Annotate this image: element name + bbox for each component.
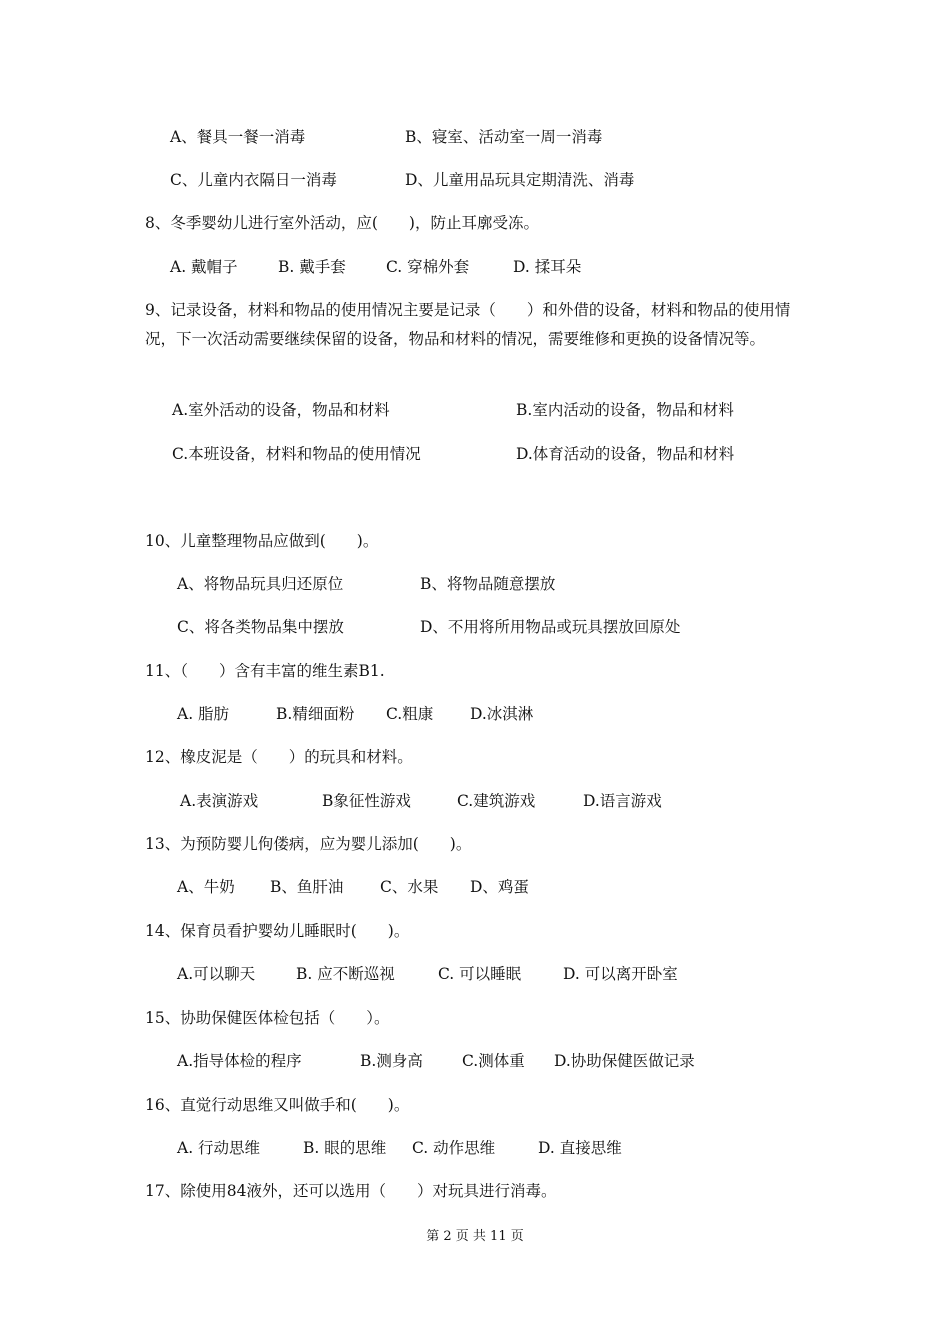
q14-option-d: D. 可以离开卧室 xyxy=(563,965,678,983)
q14-option-b: B. 应不断巡视 xyxy=(296,965,395,983)
q8-option-c: C. 穿棉外套 xyxy=(386,258,470,276)
q8-option-a: A. 戴帽子 xyxy=(170,258,238,276)
q9-question: 9、记录设备，材料和物品的使用情况主要是记录（ ）和外借的设备，材料和物品的使用情况，下一次活动需要继续保留的设备，物品和材料的情况，需要维修和更换的设备情况等。 xyxy=(145,301,791,348)
q10-option-a: A、将物品玩具归还原位 xyxy=(177,575,344,593)
q16-option-c: C. 动作思维 xyxy=(412,1139,496,1157)
q16-option-d: D. 直接思维 xyxy=(538,1139,622,1157)
q11-question: 11、（ ）含有丰富的维生素B1. xyxy=(145,662,385,680)
q16-question: 16、直觉行动思维又叫做手和( )。 xyxy=(145,1096,410,1114)
q8-option-b: B. 戴手套 xyxy=(278,258,346,276)
q9-option-b: B.室内活动的设备，物品和材料 xyxy=(516,401,734,419)
q16-option-b: B. 眼的思维 xyxy=(303,1139,387,1157)
q17-question: 17、除使用84液外，还可以选用（ ）对玩具进行消毒。 xyxy=(145,1182,557,1200)
q14-option-a: A.可以聊天 xyxy=(177,965,256,983)
q15-option-d: D.协助保健医做记录 xyxy=(554,1052,695,1070)
q13-question: 13、为预防婴儿佝偻病，应为婴儿添加( )。 xyxy=(145,835,472,853)
q11-option-d: D.冰淇淋 xyxy=(470,705,534,723)
q7-option-a: A、餐具一餐一消毒 xyxy=(170,128,306,146)
q14-question: 14、保育员看护婴幼儿睡眠时( )。 xyxy=(145,922,410,940)
q11-option-c: C.粗康 xyxy=(386,705,434,723)
q15-option-c: C.测体重 xyxy=(462,1052,525,1070)
q10-option-c: C、将各类物品集中摆放 xyxy=(177,618,344,636)
q13-option-d: D、鸡蛋 xyxy=(470,878,529,896)
q15-option-a: A.指导体检的程序 xyxy=(177,1052,302,1070)
q10-option-d: D、不用将所用物品或玩具摆放回原处 xyxy=(420,618,681,636)
q9-option-a: A.室外活动的设备，物品和材料 xyxy=(172,401,390,419)
q8-question: 8、冬季婴幼儿进行室外活动，应( )，防止耳廓受冻。 xyxy=(145,214,539,232)
q13-option-c: C、水果 xyxy=(380,878,439,896)
q12-option-a: A.表演游戏 xyxy=(180,792,259,810)
q16-option-a: A. 行动思维 xyxy=(177,1139,261,1157)
q7-option-b: B、寝室、活动室一周一消毒 xyxy=(405,128,603,146)
q11-option-a: A. 脂肪 xyxy=(177,705,230,723)
q9-option-d: D.体育活动的设备，物品和材料 xyxy=(516,445,735,463)
q11-option-b: B.精细面粉 xyxy=(276,705,355,723)
q7-option-c: C、儿童内衣隔日一消毒 xyxy=(170,171,337,189)
q9-option-c: C.本班设备，材料和物品的使用情况 xyxy=(172,445,421,463)
q14-option-c: C. 可以睡眠 xyxy=(438,965,522,983)
q13-option-b: B、鱼肝油 xyxy=(270,878,344,896)
q13-option-a: A、牛奶 xyxy=(177,878,235,896)
q12-question: 12、橡皮泥是（ ）的玩具和材料。 xyxy=(145,748,413,766)
q10-option-b: B、将物品随意摆放 xyxy=(420,575,556,593)
q12-option-b: B象征性游戏 xyxy=(322,792,411,810)
q10-question: 10、儿童整理物品应做到( )。 xyxy=(145,532,379,550)
page-number-footer: 第 2 页 共 11 页 xyxy=(426,1229,524,1244)
q15-option-b: B.测身高 xyxy=(360,1052,423,1070)
q12-option-c: C.建筑游戏 xyxy=(457,792,536,810)
q12-option-d: D.语言游戏 xyxy=(583,792,662,810)
q8-option-d: D. 揉耳朵 xyxy=(513,258,582,276)
q7-option-d: D、儿童用品玩具定期清洗、消毒 xyxy=(405,171,635,189)
q15-question: 15、协助保健医体检包括（ ）。 xyxy=(145,1009,390,1027)
